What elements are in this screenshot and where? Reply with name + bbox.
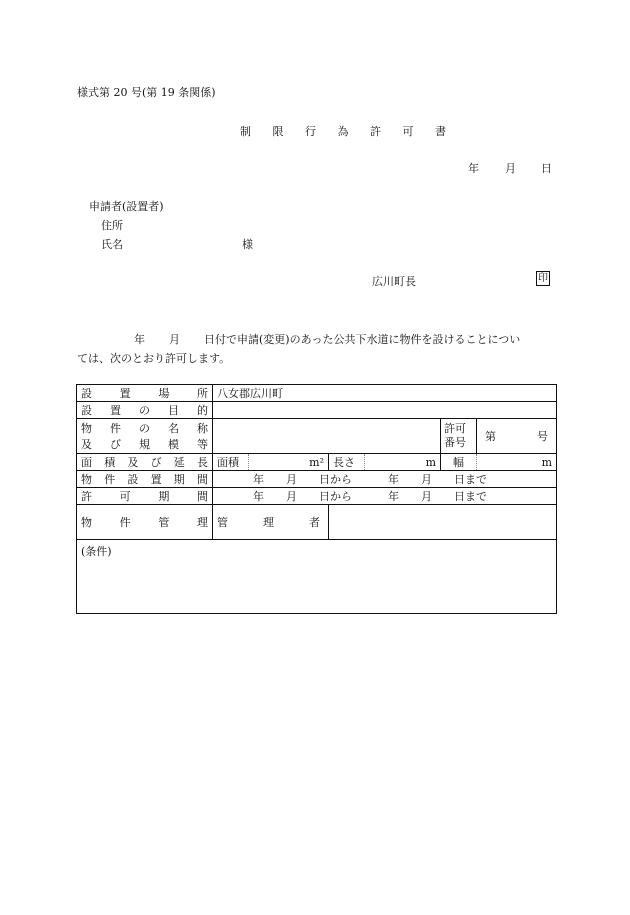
document-title: 制 限 行 為 許 可 書 xyxy=(240,125,455,138)
area-length-label: 面 積 及 び 延 長 xyxy=(77,454,213,471)
width-label: 幅 xyxy=(441,454,477,471)
permit-number-label: 許可番号 xyxy=(441,419,477,454)
applicant-label: 申請者(設置者) xyxy=(89,200,164,213)
purpose-value xyxy=(213,402,557,419)
table-row xyxy=(77,454,557,471)
install-period-label: 物 件 設 置 期 間 xyxy=(77,471,213,488)
manager-value xyxy=(329,505,557,540)
table-row xyxy=(77,505,557,540)
form-number: 様式第 20 号(第 19 条関係) xyxy=(77,86,216,99)
location-label: 設 置 場 所 xyxy=(77,385,213,402)
honorific: 様 xyxy=(242,238,253,251)
permit-statement xyxy=(77,330,555,368)
length-unit: m xyxy=(365,454,441,471)
permit-period-value: 年 月 日から 年 月 日まで xyxy=(213,488,557,505)
location-value: 八女郡広川町 xyxy=(213,385,557,402)
issuer-title: 広川町長 xyxy=(372,275,416,288)
area-label: 面積 xyxy=(213,454,249,471)
seal-mark: 印 xyxy=(538,273,548,284)
date-month: 月 xyxy=(505,162,516,175)
date-day: 日 xyxy=(541,162,552,175)
permit-number-value: 第 号 xyxy=(477,419,557,454)
purpose-label: 設 置 の 目 的 xyxy=(77,402,213,419)
date-year: 年 xyxy=(468,162,479,175)
table-row xyxy=(77,540,557,614)
property-name-value xyxy=(213,419,441,454)
permit-period-label: 許 可 期 間 xyxy=(77,488,213,505)
management-label: 物 件 管 理 xyxy=(77,505,213,540)
statement-year: 年 xyxy=(134,333,145,346)
name-label: 氏名 xyxy=(101,238,123,251)
width-unit: m xyxy=(477,454,557,471)
table-row xyxy=(77,419,557,454)
property-name-label: 物 件 の 名 称 及 び 規 模 等 xyxy=(77,419,213,454)
permit-table xyxy=(76,384,557,614)
statement-line1: 日付で申請(変更)のあった公共下水道に物件を設けることについ xyxy=(204,333,521,346)
install-period-value: 年 月 日から 年 月 日まで xyxy=(213,471,557,488)
statement-month: 月 xyxy=(169,333,180,346)
table-row xyxy=(77,471,557,488)
table-row xyxy=(77,488,557,505)
conditions: (条件) xyxy=(77,540,557,614)
table-row xyxy=(77,385,557,402)
table-row xyxy=(77,402,557,419)
statement-line2: ては、次のとおり許可します。 xyxy=(77,352,231,365)
length-label: 長さ xyxy=(329,454,365,471)
address-label: 住所 xyxy=(101,219,123,232)
area-unit: m² xyxy=(249,454,329,471)
manager-label: 管 理 者 xyxy=(213,505,329,540)
